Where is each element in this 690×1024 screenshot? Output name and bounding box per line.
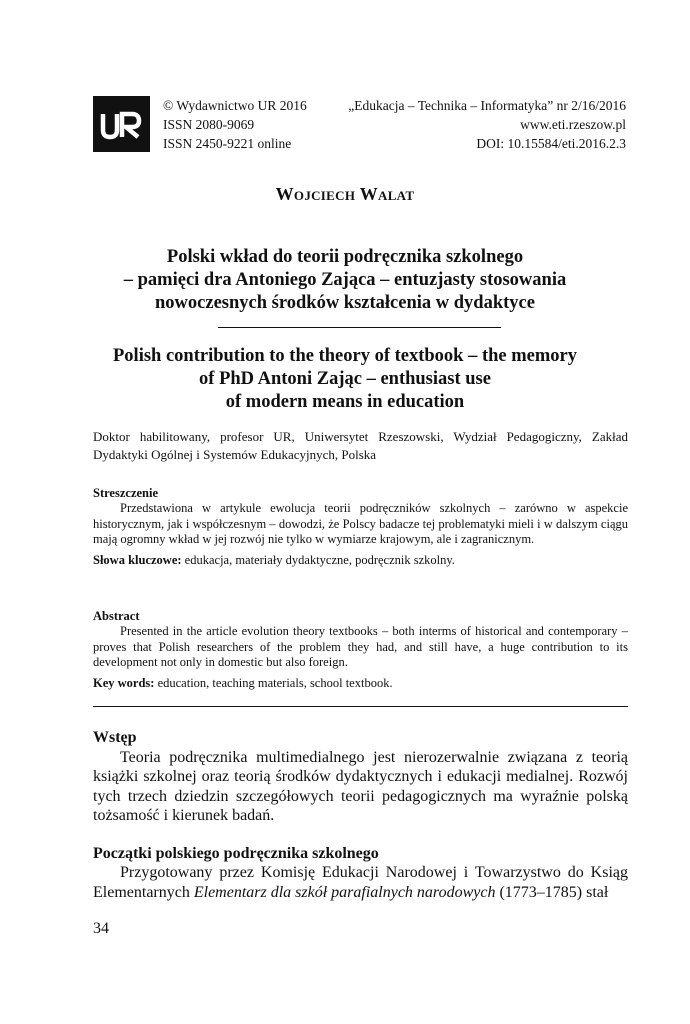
journal-info xyxy=(348,96,626,153)
abstract-block xyxy=(93,609,628,691)
keywords-en-values: education, teaching materials, school textbook. xyxy=(154,675,393,690)
copyright-line: © Wydawnictwo UR 2016 xyxy=(163,98,307,113)
keywords-pl-values: edukacja, materiały dydaktyczne, podręcznik szkolny. xyxy=(181,552,455,567)
streszczenie-block xyxy=(93,486,628,568)
intro-paragraph: Teoria podręcznika multimedialnego jest nierozerwalnie związana z teorią książki szkolnej oraz teorią środków dydaktycznych i edukacji medialnej. Rozwój tych trzech dziedzin szczegółowych teorii pedagogicznych ma wyraźnie polską tożsamość i kierunek badań. xyxy=(93,748,628,824)
title-en-line: of PhD Antoni Zając – enthusiast use xyxy=(199,369,491,389)
title-en-line: of modern means in education xyxy=(225,392,465,412)
intro-heading: Wstęp xyxy=(93,729,137,746)
keywords-pl-label: Słowa kluczowe: xyxy=(93,552,182,567)
keywords-en xyxy=(93,676,628,692)
title-polish xyxy=(60,246,630,315)
title-pl-line: – pamięci dra Antoniego Zająca – entuzjasty stosowania xyxy=(123,270,567,290)
title-english xyxy=(60,345,630,414)
title-pl-line: Polski wkład do teorii podręcznika szkolnego xyxy=(166,247,524,267)
abstract-heading: Abstract xyxy=(93,609,140,623)
section-paragraph xyxy=(93,863,628,902)
section-divider xyxy=(93,706,628,707)
section-text-start: Przygotowany przez Komisję Edukacji Narodowej i Towarzystwo do Ksiąg Elementarnych xyxy=(93,864,628,901)
doi-line[interactable]: DOI: 10.15584/eti.2016.2.3 xyxy=(476,136,626,151)
publisher-info xyxy=(163,96,307,153)
article-body xyxy=(93,728,628,902)
journal-name: „Edukacja – Technika – Informatyka” nr 2/16/2016 xyxy=(348,98,626,113)
section-heading: Początki polskiego podręcznika szkolnego xyxy=(93,844,379,862)
title-pl-line: nowoczesnych środków kształcenia w dydaktyce xyxy=(155,293,535,313)
section-text-end: (1773–1785) stał xyxy=(495,883,609,901)
keywords-pl xyxy=(93,553,628,569)
page-number: 34 xyxy=(93,920,109,937)
streszczenie-text: Przedstawiona w artykule ewolucja teorii podręczników szkolnych – zarówno w aspekcie historycznym, jak i współczesnym – dowodzi, że Polscy badacze tej problematyki mieli i w dalszym ciągu mają ogromny wkład w jej rozwój nie tylko w wymiarze krajowym, ale i zagranicznym. xyxy=(93,501,628,546)
streszczenie-heading: Streszczenie xyxy=(93,486,159,500)
author-affiliation: Doktor habilitowany, profesor UR, Uniwersytet Rzeszowski, Wydział Pedagogiczny, Zakład Dydaktyki Ogólnej i Systemów Edukacyjnych, Polska xyxy=(93,429,628,462)
issn-online: ISSN 2450-9221 online xyxy=(163,136,292,151)
issn-print: ISSN 2080-9069 xyxy=(163,117,255,132)
keywords-en-label: Key words: xyxy=(93,675,155,690)
title-en-line: Polish contribution to the theory of textbook – the memory xyxy=(113,346,577,366)
publisher-logo xyxy=(93,96,150,152)
author-name: Wojciech Walat xyxy=(275,184,415,204)
abstract-text: Presented in the article evolution theory textbooks – both interms of historical and contemporary – proves that Polish researchers of the problem they had, and still have, a huge contribution to its development not only in domestic but also foreign. xyxy=(93,624,628,669)
journal-url[interactable]: www.eti.rzeszow.pl xyxy=(520,117,626,132)
title-separator xyxy=(218,327,501,328)
ur-logo-icon xyxy=(93,96,150,152)
section-text-italic: Elementarz dla szkół parafialnych narodowych xyxy=(193,883,496,901)
